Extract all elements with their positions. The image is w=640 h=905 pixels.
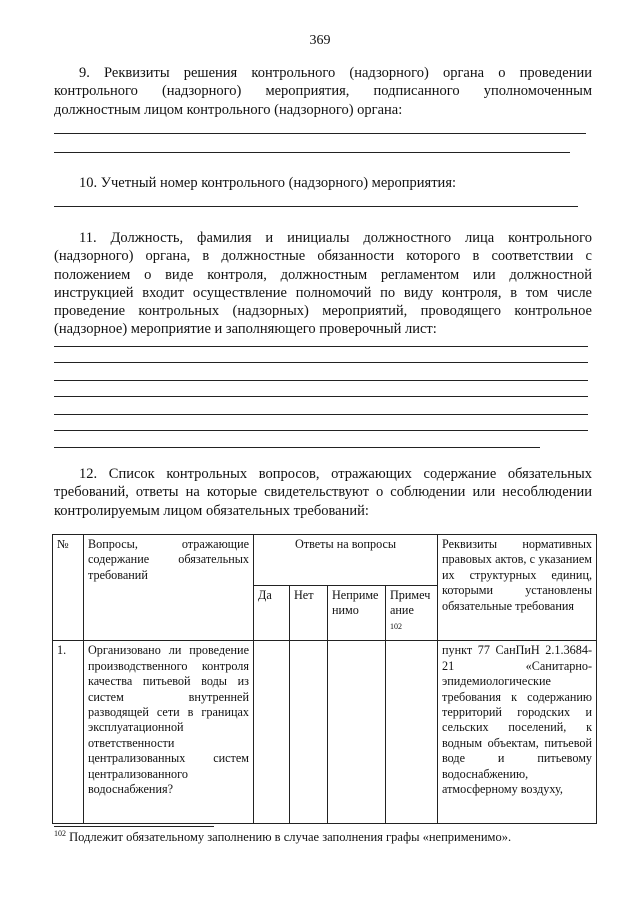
header-no: Нет: [290, 586, 328, 641]
blank-line: [54, 346, 588, 347]
header-na: [328, 586, 386, 641]
blank-line: [54, 362, 588, 363]
section-9: [54, 64, 592, 119]
row-question: Организовано ли проведение производственного контроля качества питьевой воды из систем внутренней разводящей сети в границах эксплуатационной ответственности централизованных систем централизованного водоснабжения?: [84, 641, 254, 824]
section-12: [54, 465, 592, 520]
header-questions: Вопросы, отражающие содержание обязательных требований: [84, 535, 254, 641]
page-number: 369: [309, 33, 331, 48]
blank-line: [54, 206, 578, 207]
answer-na-cell[interactable]: [328, 641, 386, 824]
header-note-text: Примечание: [390, 588, 431, 618]
section-10: [54, 174, 592, 192]
blank-line: [54, 430, 588, 431]
header-num: №: [53, 535, 84, 641]
section-12-text: 12. Список контрольных вопросов, отражающих содержание обязательных требований, ответы на которые свидетельствуют о соблюдении или несоблюдении контролируемым лицом обязательных требований:: [54, 466, 592, 519]
blank-line: [54, 414, 588, 415]
blank-line: [54, 133, 586, 134]
header-requisites: Реквизиты нормативных правовых актов, с указанием их структурных единиц, которыми установлены обязательные требования: [438, 535, 597, 641]
row-num: 1.: [53, 641, 84, 824]
header-na-text: Неприменимо: [332, 588, 379, 618]
checklist-table: [52, 534, 597, 824]
answer-no-cell[interactable]: [290, 641, 328, 824]
table-row: [53, 641, 597, 824]
header-answers: Ответы на вопросы: [254, 535, 438, 586]
blank-line: [54, 396, 588, 397]
header-row: [53, 535, 597, 586]
footnote-separator: [54, 826, 214, 827]
section-11: [54, 229, 592, 339]
answer-note-cell[interactable]: [386, 641, 438, 824]
answer-yes-cell[interactable]: [254, 641, 290, 824]
header-note: [386, 586, 438, 641]
section-11-text: 11. Должность, фамилия и инициалы должностного лица контрольного (надзорного) органа, в должностные обязанности которого в соответствии с положением о виде контроля, должностным регламентом или должностной инструкцией входит осуществление полномочий по виду контроля, в том числе проведение контрольных (надзорных) мероприятий, проводящего контрольное (надзорное) мероприятие и заполняющего проверочный лист:: [54, 230, 592, 338]
footnote-text: Подлежит обязательному заполнению в случае заполнения графы «неприменимо».: [69, 830, 512, 845]
header-yes: Да: [254, 586, 290, 641]
footnote: [54, 829, 511, 845]
blank-line: [54, 152, 570, 153]
blank-line: [54, 380, 588, 381]
row-requisite: пункт 77 СанПиН 2.1.3684-21 «Санитарно-эпидемиологические требования к содержанию территорий городских и сельских поселений, к водным объектам, питьевой воде и питьевому водоснабжению, атмосферному воздуху,: [438, 641, 597, 824]
footnote-marker: 102: [54, 829, 66, 838]
blank-line: [54, 447, 540, 448]
section-10-text: 10. Учетный номер контрольного (надзорного) мероприятия:: [79, 175, 457, 191]
section-9-text: 9. Реквизиты решения контрольного (надзорного) органа о проведении контрольного (надзорного) мероприятия, подписанного уполномоченным должностным лицом контрольного (надзорного) органа:: [54, 65, 592, 118]
header-note-sup: 102: [390, 621, 402, 631]
